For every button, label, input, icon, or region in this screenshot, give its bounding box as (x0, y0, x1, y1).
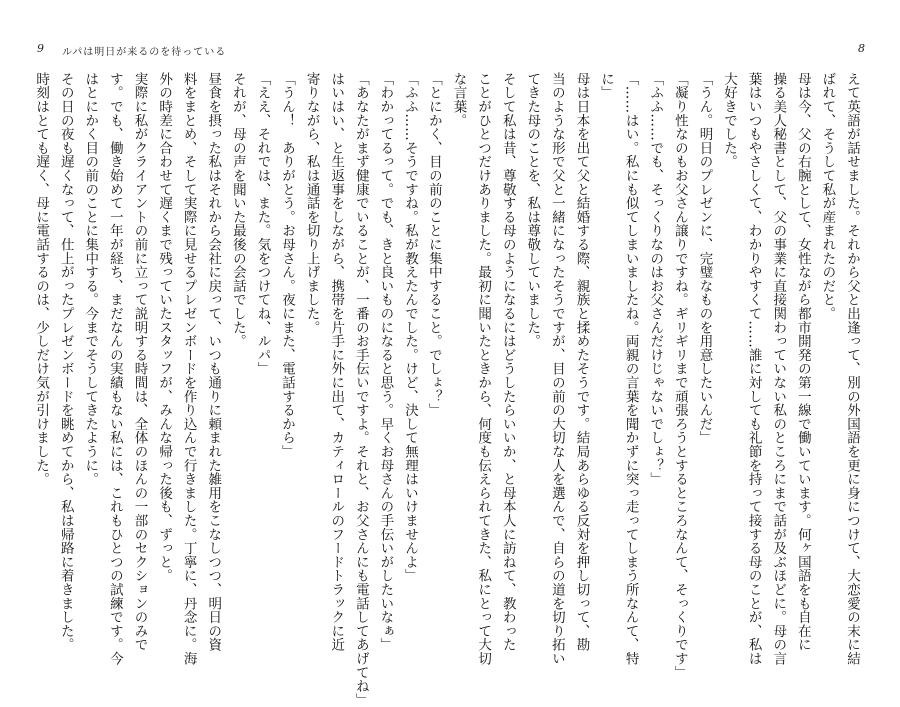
text-line: 料をまとめ、そして実際に見せるプレゼンボードを作り込んで行きました。丁寧に、丹念に。海 (180, 72, 197, 666)
text-line: 「あなたがまず健康でいることが、一番のお手伝いですよ。それと、お父さんにも電話してあげてね」 (352, 72, 369, 707)
text-line: 「……はい。私にも似てしまいましたね。両親の言葉を聞かずに突っ走ってしまう所なんて、特 (622, 72, 639, 666)
text-line: 「ええ、それでは、また。気をつけてね、ルパ」 (254, 72, 271, 376)
text-line: 外の時差に合わせて遅くまで残っていたスタッフが、みんな帰った後も、ずっと。 (156, 72, 173, 583)
text-line: 「ふふ……でも、そっくりなのはお父さんだけじゃないでしょ？」 (647, 72, 664, 486)
text-line: 時刻はとても遅く、母に電話するのは、少しだけ気が引けました。 (33, 72, 50, 486)
text-line: それが、母の声を聞いた最後の会話でした。 (229, 72, 246, 348)
page-number-right: 8 (858, 42, 865, 55)
text-line: 「ふふ……そうですね。私が教えたんでした。けど、決して無理はいけませんよ」 (402, 72, 418, 583)
text-line: 「うん！ ありがとう。お母さん。夜にまた、電話するから」 (279, 72, 296, 459)
text-line: はいはい、と生返事をしながら、携帯を片手に外に出て、カティロールのフードトラックに近 (328, 72, 345, 652)
text-line: てきた母のことを、私は尊敬していました。 (524, 72, 541, 348)
text-line: 大好きでした。 (721, 72, 738, 169)
text-line: 「とにかく、目の前のことに集中すること。でしょ？」 (425, 72, 442, 417)
text-line: 昼食を摂った私はそれから会社に戻って、いつも通りに頼まれた雑用をこなしつつ、明日の資 (205, 72, 222, 652)
text-line: 寄りながら、私は通話を切り上げました。 (303, 72, 320, 335)
text-line: 「わかってるって。でも、きと良いものになると思う。早くお母さんの手伝いがしたいなぁ」 (377, 72, 394, 652)
text-line: す。でも、働き始めて一年が経ち、まだなんの実績もない私には、これもひとつの試練です。今 (106, 72, 123, 666)
text-line: ばれて、そうして私が産まれたのだと。 (819, 72, 836, 321)
text-line: 「うん。明日のプレゼンに、完璧なものを用意したいんだ」 (696, 72, 713, 445)
text-line: な言葉。 (450, 72, 467, 128)
text-line: 実際に私がクライアントの前に立って説明する時間は、全体のほんの一部のセクションのみで (131, 72, 148, 652)
running-head: ルパは明日が来るのを待っている (62, 47, 227, 58)
text-line: 当のような形で父と一緒になったそうですが、目の前の大切な人を選んで、自らの道を切り拓い (548, 72, 565, 666)
text-line: えて英語が話せました。それから父と出逢って、別の外国語を更に身につけて、大恋愛の末に結 (844, 72, 860, 666)
text-line: 「凝り性なのもお父さん譲りですね。ギリギリまで頑張ろうとするところなんて、そっくりです」 (671, 72, 688, 680)
text-line: はとにかく目の前のことに集中する。今までそうしてきたように。 (82, 72, 99, 486)
text-line: 母は今、父の右腕として、女性ながら都市開発の第一線で働いています。何ヶ国語をも自在に (794, 72, 811, 652)
text-line: ことがひとつだけありました。最初に聞いたときから、何度も伝えられてきた、私にとって大切 (475, 72, 492, 666)
text-line: 母は日本を出て父と結婚する際、親族と揉めたそうです。結局あらゆる反対を押し切って、勘 (573, 72, 590, 652)
page-number-left: 9 (37, 42, 44, 55)
text-line: その日の夜も遅くなって、仕上がったプレゼンボードを眺めてから、私は帰路に着きました。 (57, 72, 74, 652)
text-line: そして私は昔、尊敬する母のようになるにはどうしたらいいか、と母本人に訪ねて、教わった (499, 72, 516, 652)
left-page-body-text (32, 72, 422, 707)
text-line: 葉はいつもやさしくて、わかりやすくて……誰に対しても礼節を持って接する母のことが、私は (745, 72, 762, 666)
right-page-body-text (425, 72, 864, 680)
right-page (425, 0, 900, 680)
text-line: 操る美人秘書として、父の事業に直接関わっていない私のところにまで話が及ぶほどに。母の言 (770, 72, 787, 666)
text-line: に」 (598, 72, 615, 100)
